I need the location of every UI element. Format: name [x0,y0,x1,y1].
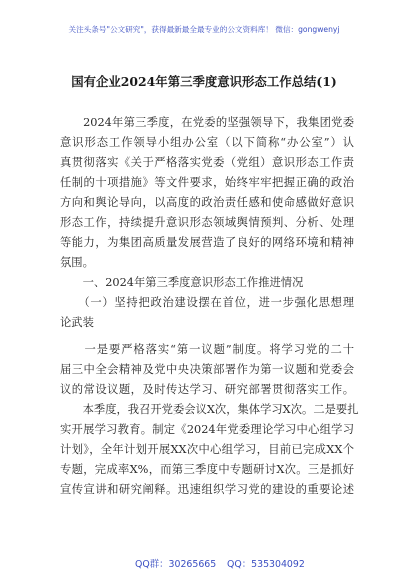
document-title: 国有企业2024年第三季度意识形态工作总结(1) [71,74,337,89]
body-line: 形态工作，持续提升意识形态领域舆情预判、分析、处理 [60,216,354,229]
body-line: 等能力，为集团高质量发展营造了良好的网络环境和精神 [60,236,354,249]
body-line: 真贯彻落实《关于严格落实党委（党组）意识形态工作责 [60,156,354,169]
header-notice: 关注头条号"公文研究"，获得最新最全最专业的公文资料库！ 微信：gongwenyj [68,25,340,34]
footer-qq-contact: QQ：535304092 [227,559,305,570]
section-heading: 一、2024年第三季度意识形态工作推进情况 [60,276,304,289]
body-line: 专题，完成率X%，而第三季度中专题研讨X次。三是抓好 [60,463,354,476]
body-line: 本季度，我召开党委会议X次，集体学习X次。二是要扎 [60,403,359,416]
body-line: 宣传宣讲和研究阐释。迅速组织学习党的建设的重要论述 [60,483,354,496]
body-line: 方向和舆论导向，以高度的政治责任感和使命感做好意识 [60,196,354,209]
document-body [60,113,359,500]
body-line: 计划》，全年计划开展XX次中心组学习，目前已完成XX个 [60,443,354,456]
body-line: 2024年第三季度，在党委的坚强领导下，我集团党委 [60,116,354,129]
body-line: 氛围。 [60,256,94,269]
body-line: 议的常设议题，及时传达学习、研究部署贯彻落实工作。 [60,383,354,396]
body-line: 届三中全会精神及党中央决策部署作为第一议题和党委会 [60,363,354,376]
footer-qq-group: QQ群：30265665 [135,559,217,570]
body-line: 实开展学习教育。制定《2024年党委理论学习中心组学习 [60,423,354,436]
body-line: 意识形态工作领导小组办公室（以下简称“办公室”）认 [60,136,354,149]
subsection-heading-cont: 论武装 [60,316,94,329]
subsection-heading: （一）坚持把政治建设摆在首位，进一步强化思想理 [60,296,354,309]
body-line: 任制的十项措施》等文件要求，始终牢牢把握正确的政治 [60,176,354,189]
body-line: 一是要严格落实“第一议题”制度。将学习党的二十 [60,343,354,356]
